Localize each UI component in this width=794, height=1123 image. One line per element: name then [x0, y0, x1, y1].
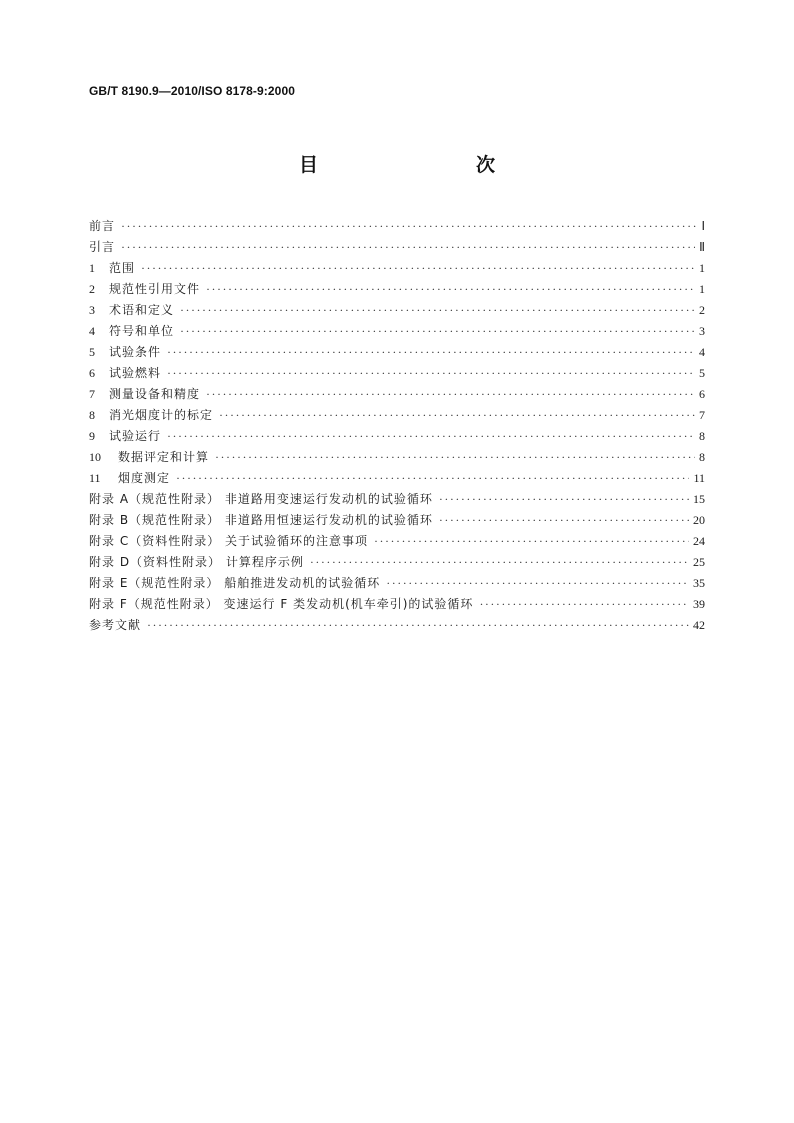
- toc-entry-page: 6: [699, 387, 705, 401]
- toc-entry-number: 2: [89, 282, 95, 296]
- toc-entry-text: 规范性引用文件: [109, 282, 201, 296]
- dot-leader: [121, 237, 695, 258]
- toc-entry-page: 2: [699, 303, 705, 317]
- dot-leader: [121, 216, 697, 237]
- toc-entry-page: 8: [699, 450, 705, 464]
- table-of-contents: [89, 216, 705, 636]
- toc-entry[interactable]: [89, 258, 705, 279]
- toc-entry-page: Ⅱ: [699, 240, 705, 254]
- toc-entry-label: [89, 468, 170, 489]
- standard-id-header: GB/T 8190.9—2010/ISO 8178-9:2000: [89, 84, 295, 98]
- toc-entry[interactable]: [89, 510, 705, 531]
- toc-entry-label: [89, 489, 433, 510]
- toc-entry-text: 参考文献: [89, 618, 142, 632]
- toc-entry-page: 42: [693, 618, 705, 632]
- toc-entry-number: 10: [89, 450, 101, 464]
- dot-leader: [176, 468, 689, 489]
- toc-entry-label: [89, 552, 304, 573]
- toc-entry[interactable]: [89, 363, 705, 384]
- toc-entry-page: Ⅰ: [701, 219, 705, 233]
- toc-entry-page: 24: [693, 534, 705, 548]
- toc-entry-label: [89, 573, 380, 594]
- toc-entry-page: 8: [699, 429, 705, 443]
- toc-entry-text: 试验燃料: [109, 366, 162, 380]
- toc-entry-page: 15: [693, 492, 705, 506]
- toc-entry-page: 1: [699, 261, 705, 275]
- toc-entry[interactable]: [89, 321, 705, 342]
- toc-entry[interactable]: [89, 552, 705, 573]
- toc-entry-text: 附录 C（资料性附录） 关于试验循环的注意事项: [89, 534, 369, 548]
- toc-entry-label: [89, 237, 115, 258]
- toc-entry-number: 8: [89, 408, 95, 422]
- toc-entry-number: 7: [89, 387, 95, 401]
- toc-entry[interactable]: [89, 279, 705, 300]
- toc-entry[interactable]: [89, 405, 705, 426]
- toc-entry[interactable]: [89, 468, 705, 489]
- toc-entry-label: [89, 321, 174, 342]
- toc-entry-number: 3: [89, 303, 95, 317]
- toc-entry-label: [89, 405, 213, 426]
- dot-leader: [479, 594, 689, 615]
- toc-entry-page: 35: [693, 576, 705, 590]
- toc-entry[interactable]: [89, 342, 705, 363]
- toc-entry-label: [89, 594, 473, 615]
- toc-entry-number: 6: [89, 366, 95, 380]
- dot-leader: [215, 447, 695, 468]
- toc-entry[interactable]: [89, 237, 705, 258]
- toc-entry-number: 4: [89, 324, 95, 338]
- toc-entry-label: [89, 615, 141, 636]
- toc-entry-text: 引言: [89, 240, 116, 254]
- dot-leader: [206, 384, 695, 405]
- dot-leader: [374, 531, 689, 552]
- dot-leader: [310, 552, 689, 573]
- toc-entry[interactable]: [89, 615, 705, 636]
- toc-entry-number: 11: [89, 471, 101, 485]
- toc-entry-label: [89, 342, 161, 363]
- dot-leader: [219, 405, 695, 426]
- toc-entry-text: 试验条件: [109, 345, 162, 359]
- toc-entry[interactable]: [89, 216, 705, 237]
- dot-leader: [439, 510, 689, 531]
- toc-entry-label: [89, 426, 161, 447]
- toc-entry-label: [89, 510, 433, 531]
- dot-leader: [147, 615, 689, 636]
- toc-entry[interactable]: [89, 489, 705, 510]
- dot-leader: [180, 300, 695, 321]
- toc-entry-label: [89, 216, 115, 237]
- toc-entry-number: 5: [89, 345, 95, 359]
- dot-leader: [167, 426, 695, 447]
- dot-leader: [386, 573, 689, 594]
- toc-entry-page: 11: [693, 471, 705, 485]
- toc-entry[interactable]: [89, 573, 705, 594]
- toc-title: 目 次: [298, 154, 535, 176]
- toc-entry-label: [89, 279, 200, 300]
- toc-entry-number: 9: [89, 429, 95, 443]
- toc-entry-text: 附录 E（规范性附录） 船舶推进发动机的试验循环: [89, 576, 381, 590]
- toc-entry-label: [89, 300, 174, 321]
- toc-entry-page: 3: [699, 324, 705, 338]
- toc-entry-page: 20: [693, 513, 705, 527]
- dot-leader: [141, 258, 695, 279]
- toc-entry-text: 附录 F（规范性附录） 变速运行 F 类发动机(机车牵引)的试验循环: [89, 597, 474, 611]
- toc-entry[interactable]: [89, 594, 705, 615]
- toc-entry-page: 4: [699, 345, 705, 359]
- toc-entry-label: [89, 447, 209, 468]
- toc-entry-text: 前言: [89, 219, 116, 233]
- toc-entry-text: 消光烟度计的标定: [109, 408, 214, 422]
- toc-entry[interactable]: [89, 300, 705, 321]
- toc-entry-number: 1: [89, 261, 95, 275]
- dot-leader: [167, 363, 695, 384]
- toc-entry-label: [89, 531, 368, 552]
- toc-entry-page: 25: [693, 555, 705, 569]
- toc-entry-label: [89, 258, 135, 279]
- toc-entry-text: 附录 D（资料性附录） 计算程序示例: [89, 555, 304, 569]
- dot-leader: [439, 489, 689, 510]
- toc-entry-text: 烟度测定: [118, 471, 171, 485]
- toc-entry-text: 数据评定和计算: [118, 450, 210, 464]
- dot-leader: [180, 321, 695, 342]
- toc-entry-page: 1: [699, 282, 705, 296]
- toc-entry-text: 术语和定义: [109, 303, 175, 317]
- toc-entry[interactable]: [89, 531, 705, 552]
- toc-entry-label: [89, 384, 200, 405]
- toc-entry[interactable]: [89, 384, 705, 405]
- toc-entry[interactable]: [89, 447, 705, 468]
- dot-leader: [206, 279, 695, 300]
- toc-entry[interactable]: [89, 426, 705, 447]
- toc-entry-text: 符号和单位: [109, 324, 175, 338]
- toc-entry-label: [89, 363, 161, 384]
- toc-entry-page: 7: [699, 408, 705, 422]
- toc-entry-text: 附录 A（规范性附录） 非道路用变速运行发动机的试验循环: [89, 492, 433, 506]
- toc-entry-page: 39: [693, 597, 705, 611]
- toc-entry-text: 范围: [109, 261, 136, 275]
- toc-entry-page: 5: [699, 366, 705, 380]
- toc-entry-text: 测量设备和精度: [109, 387, 201, 401]
- dot-leader: [167, 342, 695, 363]
- toc-entry-text: 附录 B（规范性附录） 非道路用恒速运行发动机的试验循环: [89, 513, 433, 527]
- toc-entry-text: 试验运行: [109, 429, 162, 443]
